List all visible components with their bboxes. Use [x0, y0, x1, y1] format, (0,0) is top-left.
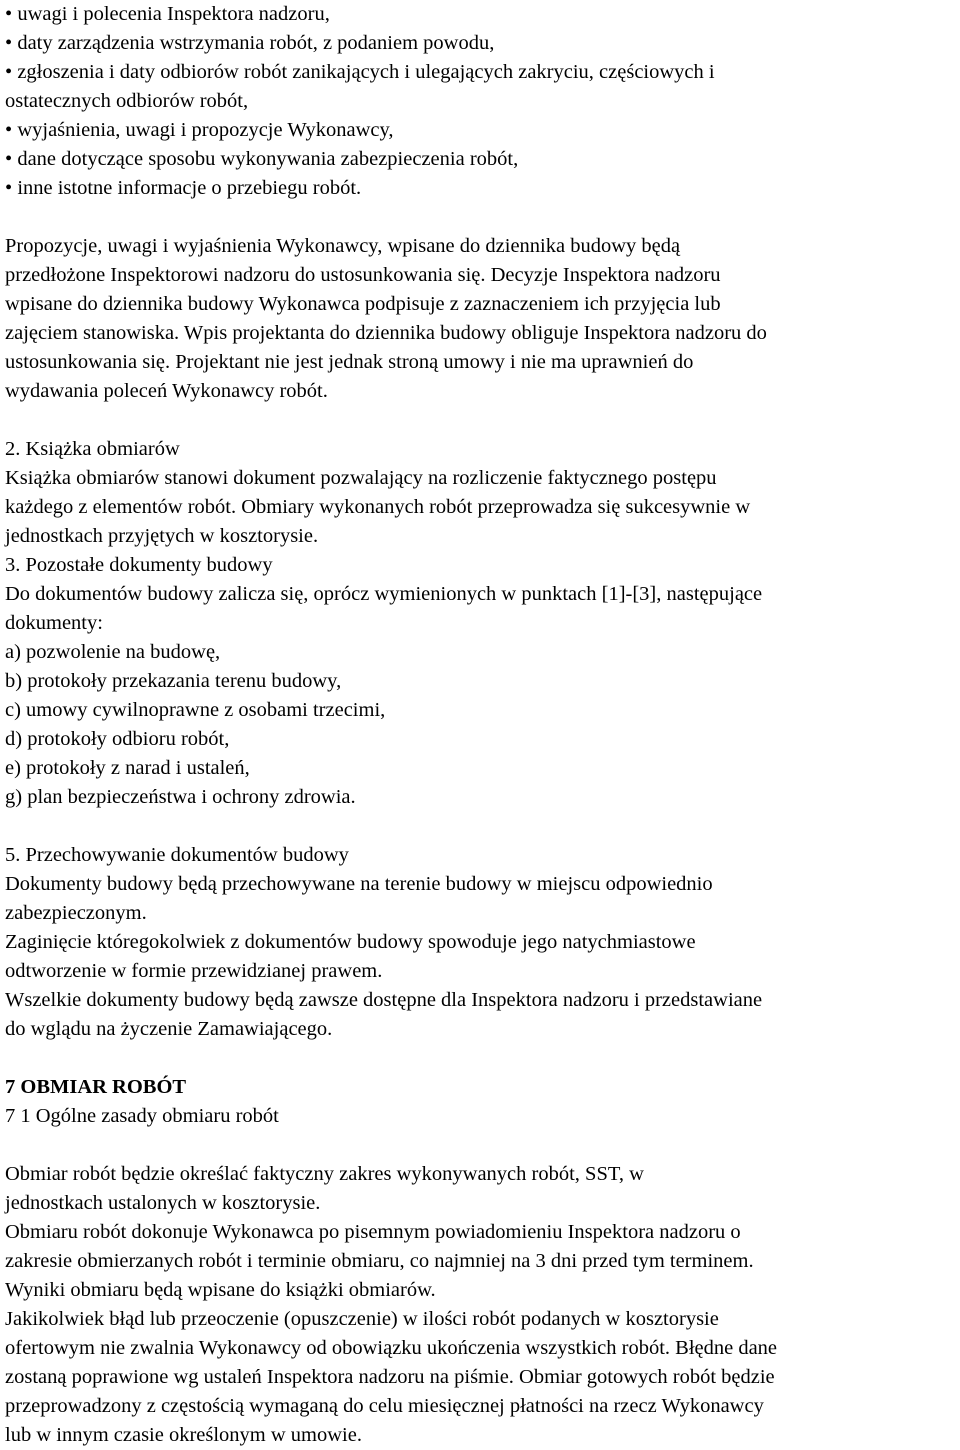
text-line: ofertowym nie zwalnia Wykonawcy od obowiązku ukończenia wszystkich robót. Błędne dane: [5, 1337, 778, 1359]
text-line: Obmiaru robót dokonuje Wykonawca po pisemnym powiadomieniu Inspektora nadzoru o: [5, 1221, 741, 1243]
chapter-heading: 7 OBMIAR ROBÓT: [5, 1076, 187, 1098]
paragraph-proposals: [5, 232, 955, 406]
bullet-item: • zgłoszenia i daty odbiorów robót zanikających i ulegających zakryciu, częściowych i: [5, 58, 955, 87]
section-heading: 2. Książka obmiarów: [5, 438, 180, 460]
text-line: wydawania poleceń Wykonawcy robót.: [5, 380, 328, 402]
bullet-item: • uwagi i polecenia Inspektora nadzoru,: [5, 0, 955, 29]
text-line: do wglądu na życzenie Zamawiającego.: [5, 1018, 333, 1040]
text-line: Wszelkie dokumenty budowy będą zawsze dostępne dla Inspektora nadzoru i przedstawiane: [5, 989, 763, 1011]
bullet-item: • daty zarządzenia wstrzymania robót, z podaniem powodu,: [5, 29, 955, 58]
text-line: lub w innym czasie określonym w umowie.: [5, 1424, 362, 1446]
text-line: zostaną poprawione wg ustaleń Inspektora nadzoru na piśmie. Obmiar gotowych robót będzie: [5, 1366, 775, 1388]
text-line: odtworzenie w formie przewidzianej prawem.: [5, 960, 383, 982]
text-line: Do dokumentów budowy zalicza się, oprócz wymienionych w punktach [1]-[3], następujące: [5, 583, 763, 605]
list-item: b) protokoły przekazania terenu budowy,: [5, 670, 342, 692]
text-line: Dokumenty budowy będą przechowywane na terenie budowy w miejscu odpowiednio: [5, 873, 713, 895]
list-item: g) plan bezpieczeństwa i ochrony zdrowia.: [5, 786, 356, 808]
list-item: c) umowy cywilnoprawne z osobami trzecimi,: [5, 699, 386, 721]
text-line: Zaginięcie któregokolwiek z dokumentów budowy spowoduje jego natychmiastowe: [5, 931, 696, 953]
text-line: zabezpieczonym.: [5, 902, 147, 924]
section-document-storage: [5, 841, 955, 1044]
text-line: zajęciem stanowiska. Wpis projektanta do dziennika budowy obliguje Inspektora nadzoru do: [5, 322, 767, 344]
bullet-list: [5, 0, 955, 203]
section-heading: 5. Przechowywanie dokumentów budowy: [5, 844, 349, 866]
list-item: d) protokoły odbioru robót,: [5, 728, 230, 750]
subsection-heading: 7 1 Ogólne zasady obmiaru robót: [5, 1105, 279, 1127]
text-line: Wyniki obmiaru będą wpisane do książki obmiarów.: [5, 1279, 436, 1301]
section-measurement-book: [5, 435, 955, 551]
text-line: Jakikolwiek błąd lub przeoczenie (opuszczenie) w ilości robót podanych w kosztorysie: [5, 1308, 719, 1330]
section-heading: 3. Pozostałe dokumenty budowy: [5, 554, 273, 576]
text-line: Propozycje, uwagi i wyjaśnienia Wykonawcy, wpisane do dziennika budowy będą: [5, 235, 681, 257]
text-line: wpisane do dziennika budowy Wykonawca podpisuje z zaznaczeniem ich przyjęcia lub: [5, 293, 721, 315]
text-line: przedłożone Inspektorowi nadzoru do ustosunkowania się. Decyzje Inspektora nadzoru: [5, 264, 721, 286]
text-line: ustosunkowania się. Projektant nie jest jednak stroną umowy i nie ma uprawnień do: [5, 351, 694, 373]
bullet-item: • inne istotne informacje o przebiegu robót.: [5, 174, 955, 203]
section-work-measurement: [5, 1073, 955, 1450]
text-line: dokumenty:: [5, 612, 103, 634]
text-line: Obmiar robót będzie określać faktyczny zakres wykonywanych robót, SST, w: [5, 1163, 644, 1185]
bullet-item: • dane dotyczące sposobu wykonywania zabezpieczenia robót,: [5, 145, 955, 174]
list-item: a) pozwolenie na budowę,: [5, 641, 221, 663]
bullet-item: • wyjaśnienia, uwagi i propozycje Wykonawcy,: [5, 116, 955, 145]
text-line: jednostkach ustalonych w kosztorysie.: [5, 1192, 321, 1214]
bullet-item-continuation: ostatecznych odbiorów robót,: [5, 90, 249, 112]
text-line: zakresie obmierzanych robót i terminie obmiaru, co najmniej na 3 dni przed tym terminem.: [5, 1250, 754, 1272]
list-item: e) protokoły z narad i ustaleń,: [5, 757, 250, 779]
section-other-documents: [5, 551, 955, 812]
text-line: jednostkach przyjętych w kosztorysie.: [5, 525, 319, 547]
text-line: każdego z elementów robót. Obmiary wykonanych robót przeprowadza się sukcesywnie w: [5, 496, 751, 518]
text-line: Książka obmiarów stanowi dokument pozwalający na rozliczenie faktycznego postępu: [5, 467, 717, 489]
text-line: przeprowadzony z częstością wymaganą do celu miesięcznej płatności na rzecz Wykonawcy: [5, 1395, 764, 1417]
